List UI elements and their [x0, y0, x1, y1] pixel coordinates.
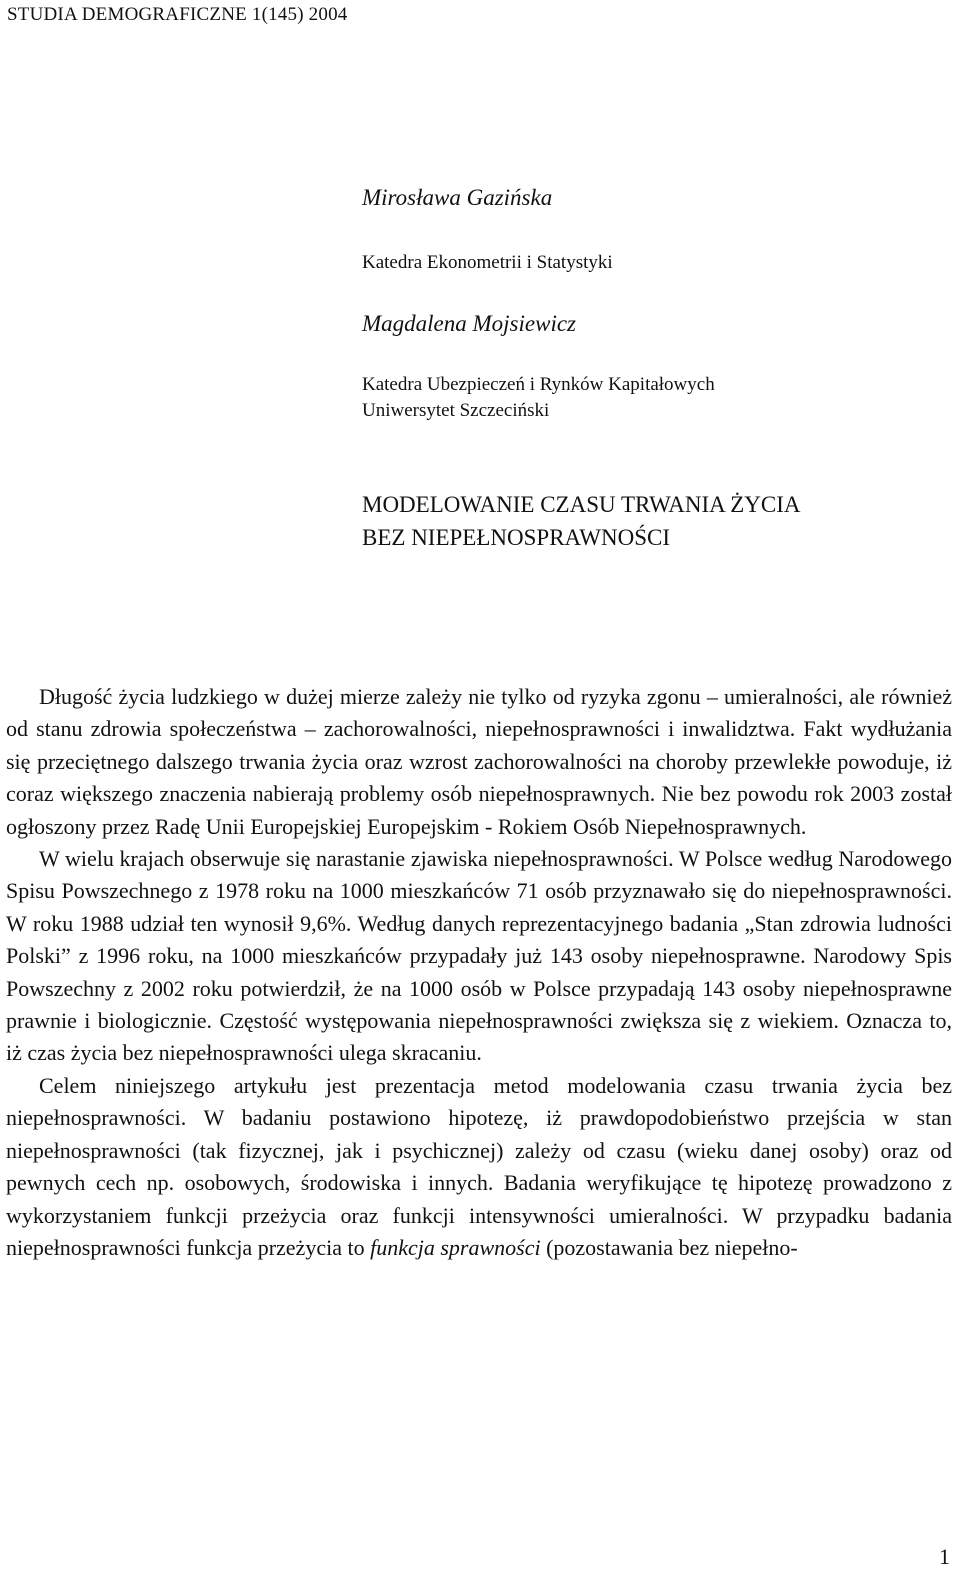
- journal-header: STUDIA DEMOGRAFICZNE 1(145) 2004: [7, 4, 348, 25]
- author-name-1: Mirosława Gazińska: [362, 185, 553, 210]
- body-paragraph: W wielu krajach obserwuje się narastanie zjawiska niepełnosprawności. W Polsce według Narodowego Spisu Powszechnego z 1978 roku na 1000 mieszkańców 71 osób przyznawało się do niepełnosprawności. W roku 1988 udział ten wynosił 9,6%. Według danych reprezentacyjnego badania „Stan zdrowia ludności Polski” z 1996 roku, na 1000 mieszkańców przypadały już 143 osoby niepełnosprawne. Narodowy Spis Powszechny z 2002 roku potwierdził, że na 1000 osób w Polsce przypadają 143 osoby niepełnosprawne prawnie i biologicznie. Częstość występowania niepełnosprawności zwiększa się z wiekiem. Oznacza to, iż czas życia bez niepełnosprawności ulega skracaniu.: [6, 846, 952, 1066]
- article-body: [6, 681, 952, 1264]
- title-line: MODELOWANIE CZASU TRWANIA ŻYCIA: [362, 492, 801, 517]
- affiliation-line: Katedra Ekonometrii i Statystyki: [362, 252, 613, 273]
- body-paragraph: Długość życia ludzkiego w dużej mierze zależy nie tylko od ryzyka zgonu – umieralności, ale również od stanu zdrowia społeczeństwa – zachorowalności, niepełnosprawności i inwalidztwa. Fakt wydłużania się przeciętnego dalszego trwania życia oraz wzrost zachorowalności na choroby przewlekłe powoduje, iż coraz większego znaczenia nabierają problemy osób niepełnosprawnych. Nie bez powodu rok 2003 został ogłoszony przez Radę Unii Europejskiej Europejskim - Rokiem Osób Niepełnosprawnych.: [6, 684, 952, 839]
- paragraph-text: Celem niniejszego artykułu jest prezentacja metod modelowania czasu trwania życia bez niepełnosprawności. W badaniu postawiono hipotezę, iż prawdopodobieństwo przejścia w stan niepełnosprawności (tak fizycznej, jak i psychicznej) zależy od czasu (wieku danej osoby) oraz od pewnych cech np. osobowych, środowiska i innych. Badania weryfikujące tę hipotezę prowadzono z wykorzystaniem funkcji przeżycia oraz funkcji intensywności umieralności. W przypadku badania niepełnosprawności funkcja przeżycia to: [6, 1072, 952, 1260]
- author-name-2: Magdalena Mojsiewicz: [362, 311, 576, 336]
- paragraph-tail: (pozostawania bez niepełno-: [546, 1234, 798, 1260]
- page-number: 1: [939, 1544, 950, 1569]
- affiliation-line: Uniwersytet Szczeciński: [362, 400, 550, 421]
- title-line: BEZ NIEPEŁNOSPRAWNOŚCI: [362, 525, 671, 550]
- author-affiliation-1: [362, 250, 613, 276]
- article-title: [362, 488, 800, 554]
- body-paragraph: [6, 1070, 952, 1264]
- italic-term: funkcja sprawności: [370, 1234, 541, 1260]
- author-affiliation-2: [362, 372, 715, 424]
- affiliation-line: Katedra Ubezpieczeń i Rynków Kapitałowych: [362, 374, 715, 395]
